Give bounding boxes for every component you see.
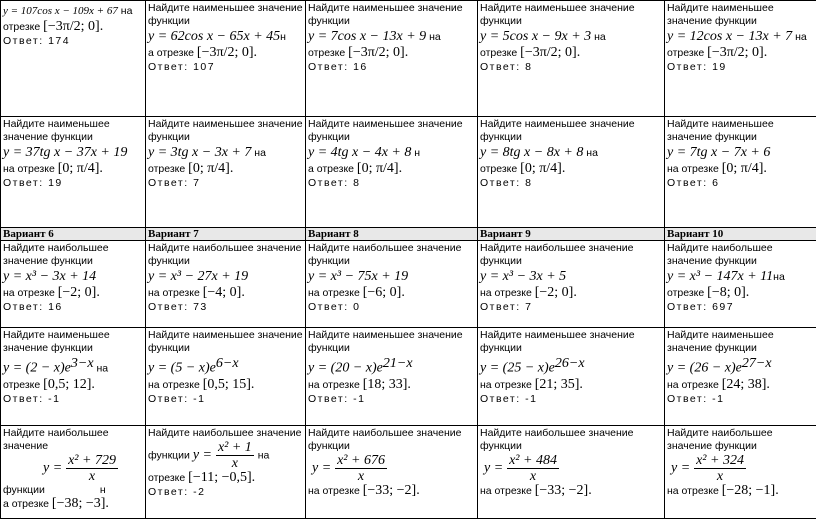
task-text: а отрезке (3, 498, 49, 510)
task-text: на отрезке (667, 485, 719, 497)
answer-label: Ответ: (480, 392, 521, 405)
task-function: y = x³ − 147x + 11 (667, 269, 774, 284)
task-text: Найдите наибольшее значение функции (3, 242, 109, 267)
task-segment: [−33; −2]. (362, 483, 420, 498)
answer-value: 19 (712, 61, 727, 73)
task-segment: [−3π/2; 0]. (520, 45, 581, 60)
task-cell (1, 1, 146, 117)
task-function: y = (5 − x)e (148, 360, 216, 376)
fraction-denominator: x (716, 469, 724, 484)
task-segment: [−11; −0,5]. (188, 470, 256, 485)
task-cell (306, 1, 478, 117)
answer-value: 107 (193, 61, 216, 73)
task-text: отрезке (480, 47, 518, 59)
task-text: на отрезке (667, 378, 719, 391)
task-text: функции (148, 449, 190, 462)
task-text: отрезке (667, 287, 705, 299)
task-text: на отрезке (148, 287, 200, 299)
task-function: y = (25 − x)e (480, 360, 555, 376)
answer-label: Ответ: (3, 301, 44, 313)
task-function: y = 37tg x − 37x + 19 (3, 145, 128, 160)
fraction-numerator: x² + 484 (509, 453, 557, 468)
task-text: Найдите наименьшее значение функции (148, 329, 303, 354)
fraction-numerator: x² + 729 (68, 453, 116, 468)
task-text: отрезке (308, 47, 346, 59)
task-segment: [−38; −3]. (51, 496, 109, 511)
task-segment: [−28; −1]. (721, 483, 779, 498)
task-segment: [−6; 0]. (362, 285, 405, 300)
variant-title: Вариант 7 (146, 228, 306, 241)
task-text: на отрезке (3, 287, 55, 299)
task-text: на отрезке (3, 163, 55, 175)
task-text: на отрезке (308, 485, 360, 497)
answer-label: Ответ: (3, 177, 44, 189)
answer-label: Ответ: (667, 392, 708, 405)
task-cell (665, 328, 816, 426)
answer-label: Ответ: (148, 392, 189, 405)
answer-label: Ответ: (480, 61, 521, 73)
task-segment: [−3π/2; 0]. (43, 19, 104, 34)
task-segment: [0; π/4]. (57, 161, 103, 176)
task-text: на (594, 31, 606, 43)
task-cell (306, 328, 478, 426)
task-text: на отрезке (308, 378, 360, 391)
task-exponent: 3−x (70, 356, 94, 371)
answer-value: 8 (525, 61, 533, 73)
task-text: отрезке (148, 472, 186, 484)
answer-value: 0 (353, 301, 361, 313)
task-cell (478, 328, 665, 426)
task-cell: Найдите наибольшее значение функции y = $\frac{\text{x² + 324}}{x}$ на отрезке [−28; −1]. (665, 426, 816, 519)
task-text: на отрезке (667, 163, 719, 175)
answer-label: Ответ: (667, 301, 708, 313)
answer-label: Ответ: (3, 35, 44, 47)
task-text: Найдите наибольшее значение (3, 427, 109, 452)
answer-label: Ответ: (148, 301, 189, 313)
task-function: y = 8tg x − 8x + 8 (480, 145, 584, 160)
fraction-numerator: x² + 324 (696, 453, 744, 468)
answer-value: -1 (712, 392, 725, 405)
task-segment: [24; 38]. (721, 376, 770, 392)
task-cell (478, 117, 665, 228)
task-text: Найдите наибольшее значение функции (480, 427, 634, 452)
task-text: Найдите наименьшее значение функции (308, 329, 463, 354)
answer-value: 73 (193, 301, 208, 313)
task-text: Найдите наименьшее значение функции (148, 2, 303, 27)
task-cell (306, 241, 478, 328)
task-segment: [−33; −2]. (534, 483, 592, 498)
task-function: y = x³ − 75x + 19 (308, 269, 409, 284)
fraction-numerator: x² + 676 (337, 453, 385, 468)
fraction-denominator: x (88, 469, 96, 484)
task-function: y = x³ − 27x + 19 (148, 269, 249, 284)
task-cell: Найдите наибольшее значение y = $\frac{\text{x² + 729}}{x}$ функции н а отрезке [−38; −3]. (1, 426, 146, 519)
task-text: на отрезке (480, 378, 532, 391)
task-text: на (795, 31, 807, 43)
task-segment: [−3π/2; 0]. (196, 45, 257, 60)
task-text: н (280, 31, 286, 43)
task-function: y = (20 − x)e (308, 360, 383, 376)
task-segment: [0; π/4]. (356, 161, 403, 176)
task-segment: [−3π/2; 0]. (707, 45, 768, 60)
task-function: y = 107cos x − 109x + 67 (3, 5, 118, 17)
task-cell (665, 117, 816, 228)
task-text: Найдите наибольшее значение функции (480, 242, 634, 267)
task-cell: Найдите наибольшее значение функции y = $\frac{\text{x² + 1}}{x}$ на отрезке [−11; −0,5]. Ответ: -2 (146, 426, 306, 519)
task-text: Найдите наибольшее значение функции (308, 427, 462, 452)
task-text: Найдите наименьшее значение функции (308, 2, 463, 27)
task-text: на (96, 362, 109, 375)
table-row (1, 1, 816, 117)
task-text: отрезке (480, 163, 518, 175)
variant-title: Вариант 6 (1, 228, 146, 241)
variant-title: Вариант 8 (306, 228, 478, 241)
task-function: y = 4tg x − 4x + 8 (308, 145, 412, 160)
task-segment: [21; 35]. (534, 376, 583, 392)
answer-label: Ответ: (148, 61, 189, 73)
task-segment: [−4; 0]. (202, 285, 245, 300)
task-text: н (99, 484, 106, 496)
task-segment: [0; π/4]. (721, 161, 767, 176)
task-text: Найдите наименьшее значение функции (667, 118, 774, 143)
task-text: на (120, 5, 133, 17)
answer-label: Ответ: (308, 392, 349, 405)
task-text: на (254, 147, 266, 159)
task-cell (665, 241, 816, 328)
variant-header-row (1, 228, 816, 241)
task-segment: [−2; 0]. (534, 285, 577, 300)
fraction-denominator: x (231, 456, 238, 471)
answer-value: -2 (193, 486, 206, 498)
answer-value: 7 (193, 177, 201, 189)
task-text: отрезке (148, 163, 186, 175)
answer-value: 7 (525, 301, 533, 313)
variant-title: Вариант 10 (665, 228, 816, 241)
answer-label: Ответ: (148, 486, 189, 498)
task-text: Найдите наибольшее значение функции (667, 242, 773, 267)
task-function: y = 7cos x − 13x + 9 (308, 29, 427, 44)
task-segment: [−3π/2; 0]. (348, 45, 409, 60)
task-function: y = (2 − x)e (3, 360, 71, 376)
task-exponent: 26−x (554, 356, 585, 371)
answer-value: 6 (712, 177, 720, 189)
task-function: y = 3tg x − 3x + 7 (148, 145, 252, 160)
task-cell (306, 117, 478, 228)
variant-title: Вариант 9 (478, 228, 665, 241)
task-cell (1, 328, 146, 426)
answer-value: 8 (525, 177, 533, 189)
answer-value: 16 (48, 301, 63, 313)
answer-value: 697 (712, 301, 735, 313)
task-text: н (414, 147, 421, 159)
answer-label: Ответ: (667, 177, 708, 189)
task-text: на отрезке (480, 287, 532, 299)
task-function: y = 5cos x − 9x + 3 (480, 29, 592, 44)
task-segment: [0; π/4]. (188, 161, 234, 176)
task-cell (146, 241, 306, 328)
table-row (1, 426, 816, 519)
answer-label: Ответ: (480, 301, 521, 313)
task-exponent: 21−x (382, 356, 413, 371)
task-segment: [18; 33]. (362, 376, 411, 392)
task-text: Найдите наименьшее значение функции (3, 329, 110, 354)
task-text: на (429, 31, 441, 43)
answer-value: 174 (48, 35, 71, 47)
task-function: y = 12cos x − 13x + 7 (667, 29, 793, 44)
task-cell (1, 241, 146, 328)
task-text: Найдите наименьшее значение функции (667, 2, 774, 27)
task-text: Найдите наименьшее значение функции (148, 118, 303, 143)
answer-value: 16 (353, 61, 368, 73)
task-text: отрезке (3, 378, 41, 391)
fraction-numerator: x² + 1 (217, 440, 252, 455)
task-segment: [0; π/4]. (520, 161, 566, 176)
task-text: функции (3, 484, 45, 496)
task-text: Найдите наибольшее значение функции (148, 242, 302, 267)
answer-label: Ответ: (148, 177, 189, 189)
task-text: на (257, 449, 270, 462)
task-text: на (773, 271, 785, 283)
task-exponent: 27−x (741, 356, 772, 371)
task-cell (1, 117, 146, 228)
answer-label: Ответ: (308, 61, 349, 73)
answer-label: Ответ: (308, 177, 349, 189)
task-cell (478, 1, 665, 117)
task-text: Найдите наименьшее значение функции (667, 329, 774, 354)
task-cell (478, 241, 665, 328)
task-segment: [0,5; 12]. (43, 376, 95, 392)
task-cell (665, 1, 816, 117)
task-text: Найдите наибольшее значение функции (308, 242, 462, 267)
task-text: а отрезке (308, 163, 354, 175)
task-function: y = 7tg x − 7x + 6 (667, 145, 771, 160)
task-text: отрезке (3, 21, 41, 33)
task-text: на (586, 147, 598, 159)
answer-value: -1 (193, 392, 206, 405)
task-cell (146, 1, 306, 117)
answer-value: -1 (48, 392, 61, 405)
task-function: y = x³ − 3x + 5 (480, 269, 567, 284)
fraction-denominator: x (357, 469, 365, 484)
task-segment: [−2; 0]. (57, 285, 100, 300)
task-text: Найдите наименьшее значение функции (480, 118, 635, 143)
task-segment: [0,5; 15]. (202, 376, 255, 392)
task-cell: Найдите наибольшее значение функции y = $\frac{\text{x² + 676}}{x}$ на отрезке [−33; −2]. (306, 426, 478, 519)
task-text: отрезке (667, 47, 705, 59)
task-text: Найдите наименьшее значение функции (3, 118, 110, 143)
answer-value: -1 (525, 392, 538, 405)
task-text: Найдите наибольшее значение (148, 427, 302, 439)
task-text: Найдите наибольшее значение функции (667, 427, 773, 452)
answer-value: 8 (353, 177, 361, 189)
task-function: y = (26 − x)e (667, 360, 742, 376)
task-text: Найдите наименьшее значение функции (480, 329, 635, 354)
task-function: y = 62cos x − 65x + 45 (148, 29, 281, 44)
task-segment: [−8; 0]. (707, 285, 750, 300)
task-text: Найдите наименьшее значение функции (480, 2, 635, 27)
answer-label: Ответ: (308, 301, 349, 313)
answer-label: Ответ: (3, 392, 44, 405)
task-cell: Найдите наибольшее значение функции y = $\frac{\text{x² + 484}}{x}$ на отрезке [−33; −2]. (478, 426, 665, 519)
answer-label: Ответ: (667, 61, 708, 73)
table-row (1, 328, 816, 426)
task-text: на отрезке (148, 378, 200, 391)
answer-value: 19 (48, 177, 63, 189)
table-row (1, 117, 816, 228)
task-exponent: 6−x (215, 356, 239, 371)
task-text: на отрезке (308, 287, 360, 299)
task-cell (146, 328, 306, 426)
answer-label: Ответ: (480, 177, 521, 189)
task-text: Найдите наименьшее значение функции (308, 118, 463, 143)
task-function: y = x³ − 3x + 14 (3, 269, 97, 284)
task-cell (146, 117, 306, 228)
table-row (1, 241, 816, 328)
answer-value: -1 (353, 392, 366, 405)
task-text: на отрезке (480, 485, 532, 497)
fraction-denominator: x (529, 469, 537, 484)
task-text: а отрезке (148, 47, 194, 59)
